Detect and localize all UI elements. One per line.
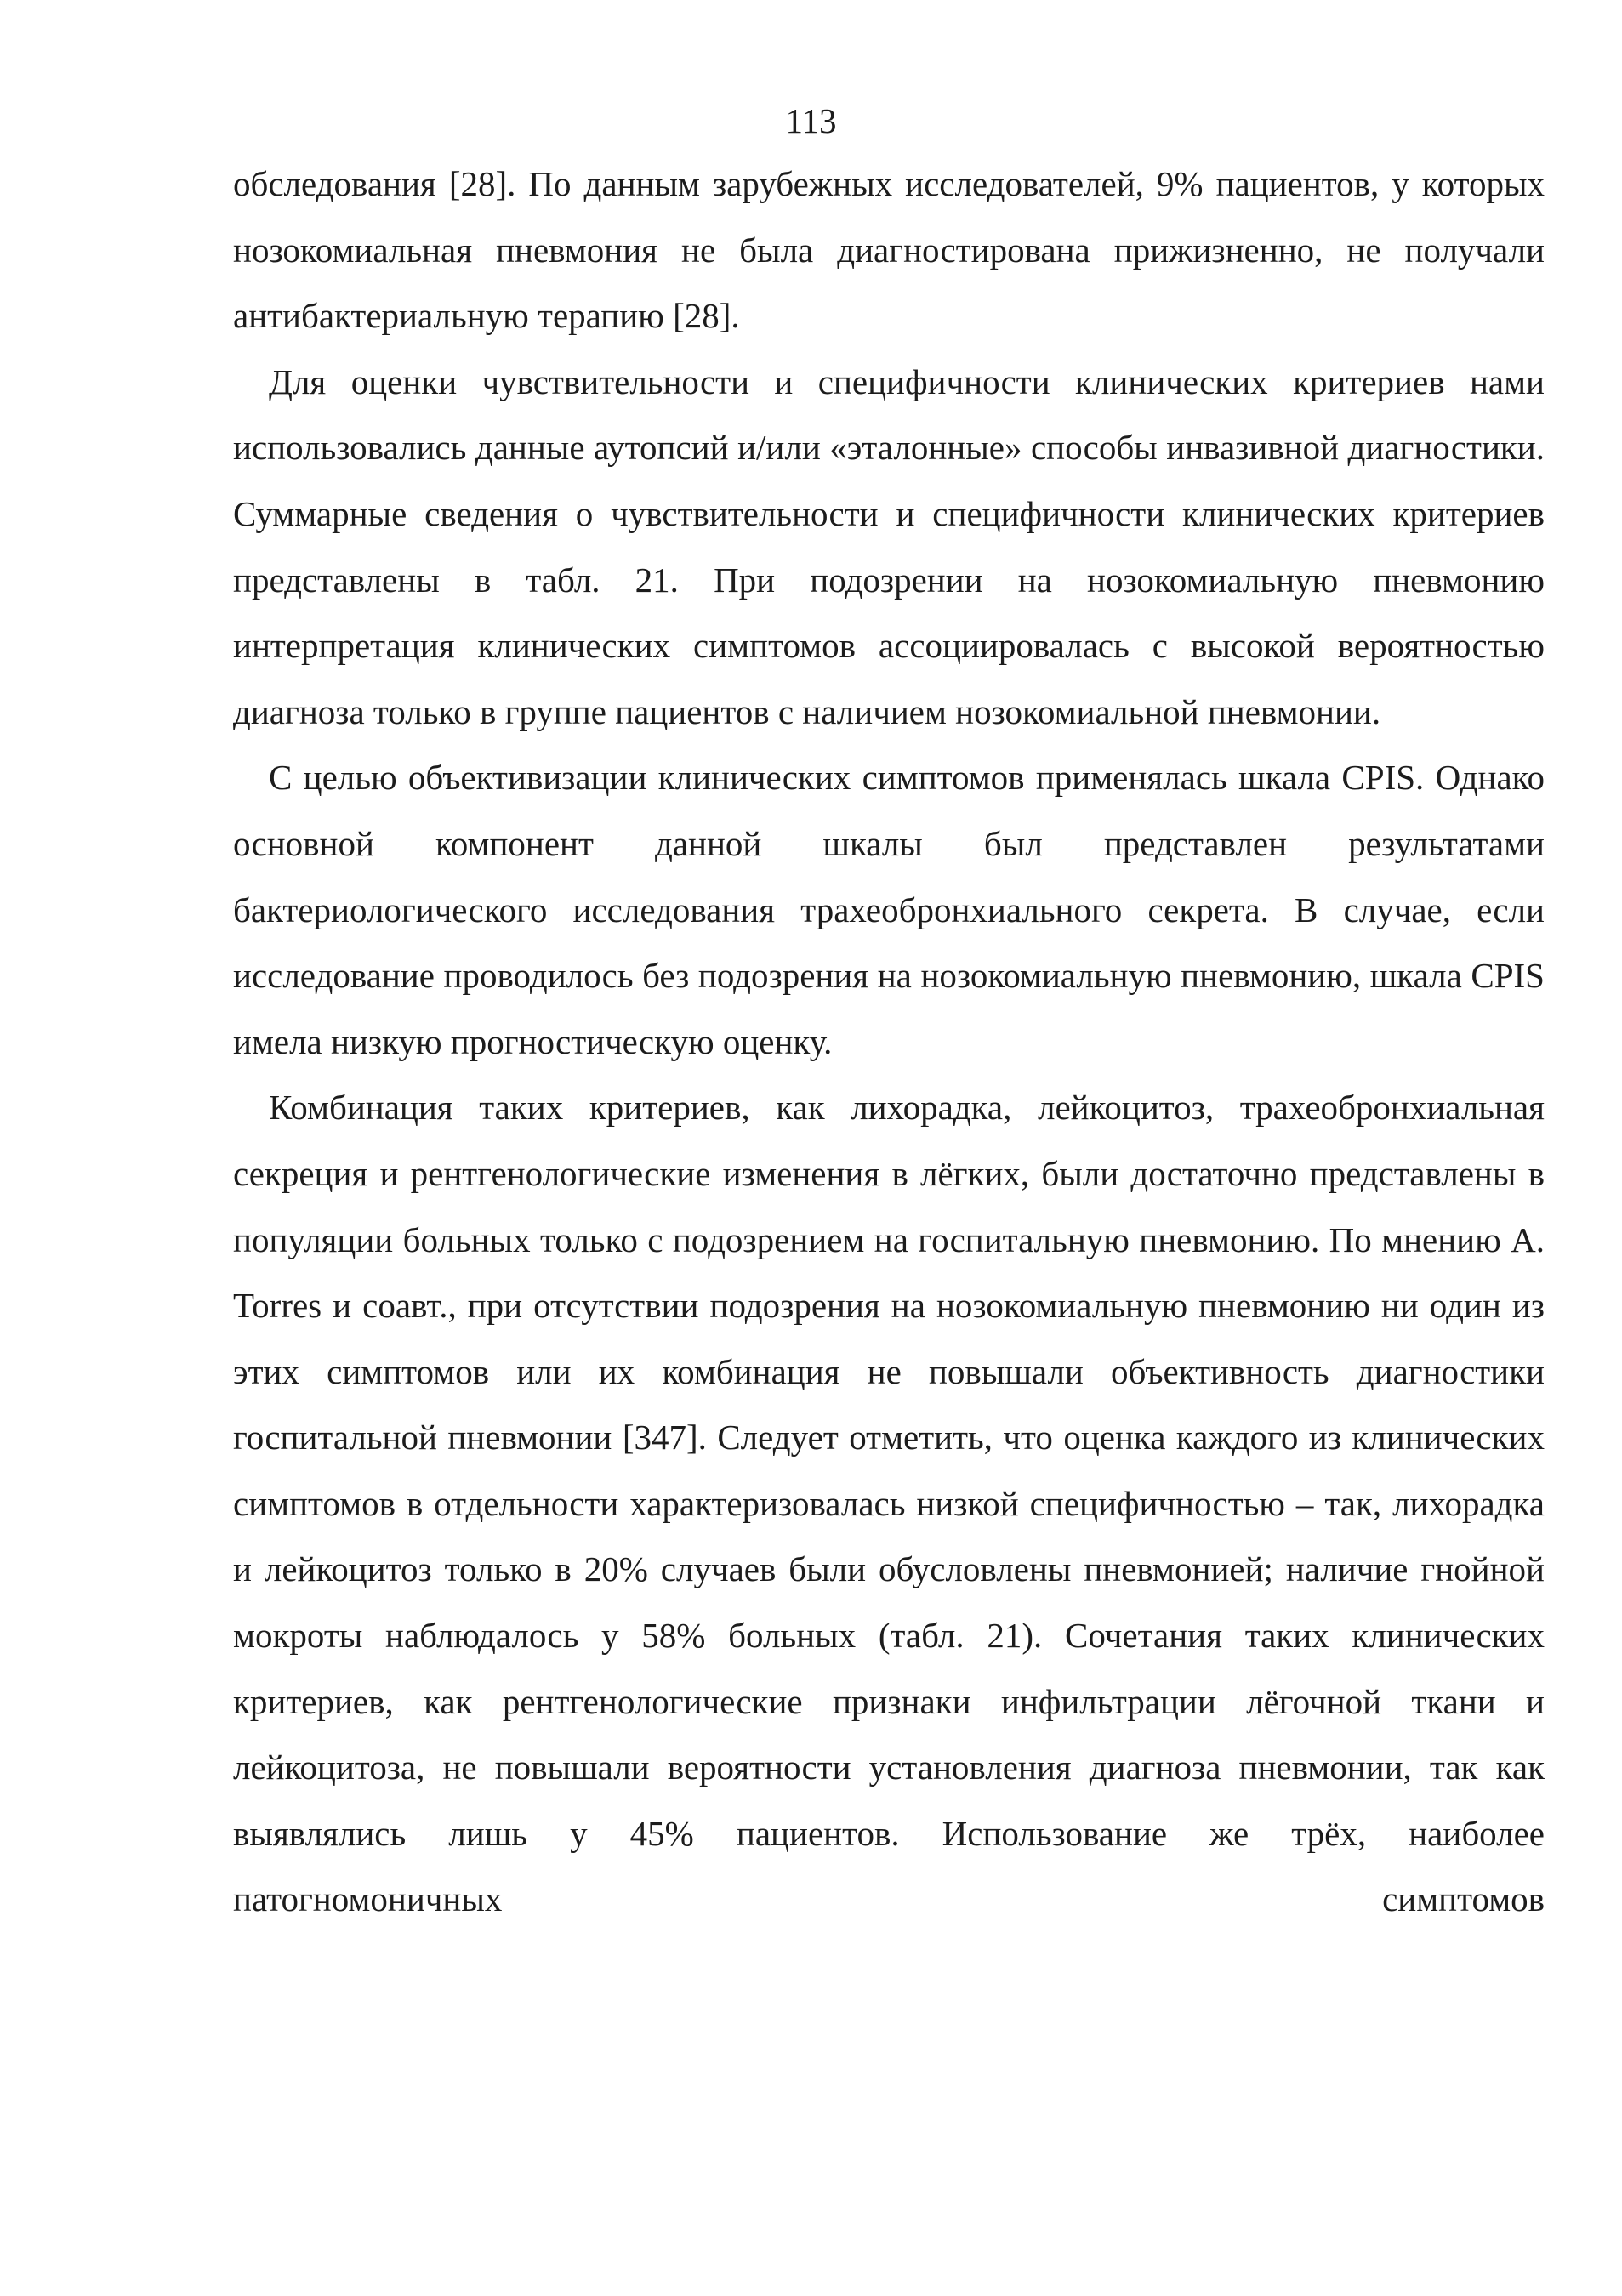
paragraph-4: Комбинация таких критериев, как лихорадка, лейкоцитоз, трахеобронхиальная секреция и рентгенологические изменения в лёгких, были достаточно представлены в популяции больных только с подозрением на госпитальную пневмонию. По мнению A. Torres и соавт., при отсутствии подозрения на нозокомиальную пневмонию ни один из этих симптомов или их комбинация не повышали объективность диагностики госпитальной пневмонии [347]. Следует отметить, что оценка каждого из клинических симптомов в отдельности характеризовалась низкой специфичностью – так, лихорадка и лейкоцитоз только в 20% случаев были обусловлены пневмонией; наличие гнойной мокроты наблюдалось у 58% больных (табл. 21). Сочетания таких клинических критериев, как рентгенологические признаки инфильтрации лёгочной ткани и лейкоцитоза, не повышали вероятности установления диагноза пневмонии, так как выявлялись лишь у 45% пациентов. Использование же трёх, наиболее патогномоничных симптомов xyxy=(233,1088,1545,1919)
paragraph-3: С целью объективизации клинических симптомов применялась шкала CPIS. Однако основной компонент данной шкалы был представлен результатами бактериологического исследования трахеобронхиального секрета. В случае, если исследование проводилось без подозрения на нозокомиальную пневмонию, шкала CPIS имела низкую прогностическую оценку. xyxy=(233,758,1545,1061)
body-text xyxy=(233,151,1545,1933)
page-number: 113 xyxy=(785,101,837,140)
paragraph-2: Для оценки чувствительности и специфичности клинических критериев нами использовались данные аутопсий и/или «эталонные» способы инвазивной диагностики. Суммарные сведения о чувствительности и специфичности клинических критериев представлены в табл. 21. При подозрении на нозокомиальную пневмонию интерпретация клинических симптомов ассоциировалась с высокой вероятностью диагноза только в группе пациентов с наличием нозокомиальной пневмонии. xyxy=(233,361,1545,731)
paragraph-1: обследования [28]. По данным зарубежных исследователей, 9% пациентов, у которых нозокомиальная пневмония не была диагностирована прижизненно, не получали антибактериальную терапию [28]. xyxy=(233,164,1545,336)
